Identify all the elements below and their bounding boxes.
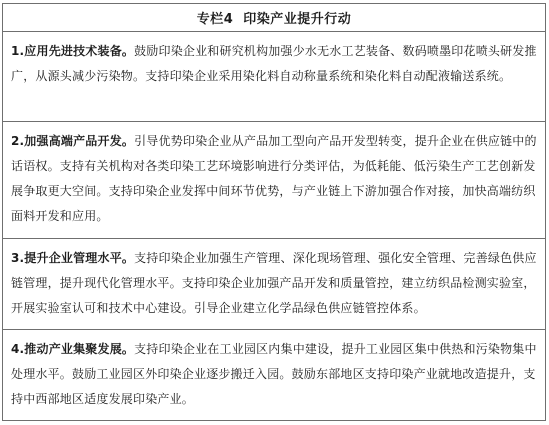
table-row [3,122,545,239]
item-body: 支持印染企业加强生产管理、深化现场管理、强化安全管理、完善绿色供应链管理，提升现代化管理水平。支持印染企业加强产品开发和质量管控，建立纺织品检测实验室，开展实验室认可和技术中心建设。引导企业建立化学品绿色供应链管控体系。 [11,251,537,315]
column-title: 印染产业提升行动 [243,12,352,27]
table-title [3,4,545,32]
table-row [3,239,545,330]
column-label: 专栏4 [196,12,234,27]
item-heading: 1.应用先进技术装备。 [11,44,135,58]
column-table [2,3,546,421]
item-heading: 3.提升企业管理水平。 [11,251,135,265]
table-row [3,330,545,420]
item-body: 支持印染企业在工业园区内集中建设，提升工业园区集中供热和污染物集中处理水平。鼓励工业园区外印染企业逐步搬迁入园。鼓励东部地区支持印染产业就地改造提升，支持中西部地区适度发展印染产业。 [11,342,537,406]
item-body: 鼓励印染企业和研究机构加强少水无水工艺装备、数码喷墨印花喷头研发推广，从源头减少污染物。支持印染企业采用染化料自动称量系统和染化料自动配液输送系统。 [11,44,537,83]
item-heading: 4.推动产业集聚发展。 [11,342,135,356]
item-heading: 2.加强高端产品开发。 [11,134,135,148]
table-row [3,32,545,122]
item-body: 引导优势印染企业从产品加工型向产品开发型转变，提升企业在供应链中的话语权。支持有关机构对各类印染工艺环境影响进行分类评估，为低耗能、低污染生产工艺创新发展争取更大空间。支持印染企业发挥中间环节优势，与产业链上下游加强合作对接，加快高端纺织面料开发和应用。 [11,134,537,223]
